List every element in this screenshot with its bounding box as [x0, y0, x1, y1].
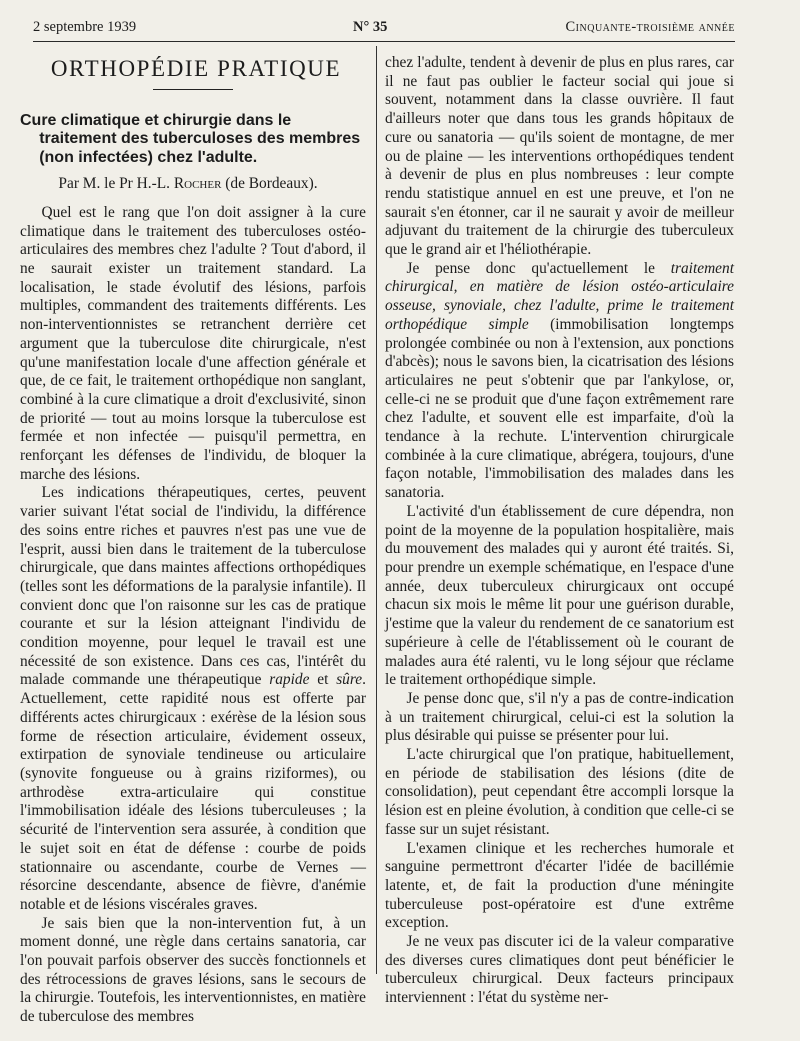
- author-place: (de Bordeaux).: [225, 175, 318, 193]
- paragraph: [20, 484, 366, 914]
- right-column: [385, 54, 734, 1008]
- paragraph: [385, 260, 734, 503]
- emphasis: sûre: [336, 671, 363, 689]
- text-run: Je pense donc qu'actuellement le: [406, 259, 656, 277]
- emphasis: traitement chirurgical, en matière de lésion ostéo-articulaire osseuse, synoviale, chez l'adulte, prime le traitement orthopédique simple: [385, 259, 734, 333]
- header-date: 2 septembre 1939: [33, 19, 137, 35]
- emphasis: rapide: [269, 671, 310, 689]
- text-run: . Actuellement, cette rapidité nous est offerte par différents actes chirurgicaux : exérèse de la lésion sous forme de résection articulaire, évidement osseux, extirpation de synoviale tendineuse ou articulaire (synovite fongueuse ou à grains riziformes), ou arthrodèse extra-articulaire qui constitue l'immobilisation idéale des lésions tuberculeuses ; la sécurité de l'intervention sera assurée, à condition que le sujet soit en état de défense : courbe de poids stationnaire ou ascendante, courbe de Vernes — résorcine descendante, absence de fièvre, d'anémie notable et de lésions viscérales graves.: [20, 671, 366, 913]
- paragraph: Je pense donc que, s'il n'y a pas de contre-indication à un traitement chirurgical, celui-ci est la solution la plus désirable qui puisse se présenter pour lui.: [385, 689, 734, 745]
- text-run: (immobilisation longtemps prolongée combinée ou non à l'extension, aux ponctions d'abcès); nous le savons bien, la cicatrisation des lésions articulaires ne peut s'obtenir que par l'ankylose, or, celle-ci ne se produit que d'une façon extrêmement rare chez l'adulte, et souvent elle est imparfaite, d'où la tendance à la rechute. L'intervention chirurgicale combinée à la cure climatique, abrégera, toujours, d'une façon notable, l'immobilisation des malades dans les sanatoria.: [385, 315, 734, 502]
- paragraph-continued: chez l'adulte, tendent à devenir de plus en plus rares, car il ne faut pas oublier le facteur social qui joue si souvent, notamment dans la classe ouvrière. Il faut d'ailleurs noter que dans tous les grands hôpitaux de cure ou sanatoria — qu'ils soient de montagne, de mer ou de plaine — les interventions orthopédiques tendent à devenir de plus en plus nombreuses : leur compte rendu statistique annuel en est une preuve, et l'on ne saurait s'en étonner, car il ne saurait y avoir de meilleur adjuvant du traitement de la chirurgie des tuberculeux que le grand air et l'héliothérapie.: [385, 54, 734, 259]
- paragraph: L'acte chirurgical que l'on pratique, habituellement, en période de stabilisation des lésions (dite de consolidation), peut cependant être accompli lorsque la lésion est en pleine évolution, à condition que celle-ci se fasse sur un sujet résistant.: [385, 746, 734, 838]
- header-issue-number: N° 35: [353, 19, 388, 35]
- paragraph: Je sais bien que la non-intervention fut, à un moment donné, une règle dans certains sanatoria, car l'on pouvait parfois observer des succès fonctionnels et des rétrocessions de graves lésions, sans le secours de la chirurgie. Toutefois, les interventionnistes, en matière de tuberculose des membres: [20, 914, 366, 1026]
- page-header: [33, 17, 735, 42]
- article-author: [20, 175, 366, 194]
- paragraph: L'activité d'un établissement de cure dépendra, non point de la moyenne de la population hospitalière, mais du mouvement des malades qui y auront été traités. Si, pour prendre un exemple schématique, en l'espace d'une année, deux tuberculeux chirurgicaux ont occupé chacun six mois le même lit pour une guérison durable, j'estime que la valeur du rendement de ce sanatorium est supérieure à celle de l'établissement où le courant de malades aura été ralenti, vu le long séjour que réclame le traitement orthopédique simple.: [385, 502, 734, 689]
- paragraph: L'examen clinique et les recherches humorale et sanguine permettront d'écarter l'idée de bacillémie latente, et, de fait la production d'une méningite tuberculeuse post-opératoire est d'une extrême exception.: [385, 839, 734, 932]
- paragraph: Je ne veux pas discuter ici de la valeur comparative des diverses cures climatiques dont peut bénéficier le tuberculeux chirurgical. Deux facteurs principaux interviennent : l'état du système ner-: [385, 933, 734, 1007]
- section-rule: [153, 89, 233, 90]
- header-year: Cinquante-troisième année: [565, 19, 735, 35]
- section-heading: ORTHOPÉDIE PRATIQUE: [50, 56, 342, 81]
- paragraph: Quel est le rang que l'on doit assigner à la cure climatique dans le traitement des tuberculoses ostéo-articulaires des membres chez l'adulte ? Tout d'abord, il ne saurait exister un traitement standard. La localisation, le stade évolutif des lésions, parfois multiples, commandent des traitements différents. Les non-interventionnistes se retranchent derrière cet argument que la tuberculose dite chirurgicale, n'est qu'une manifestation locale d'une affection générale et que, de ce fait, le traitement orthopédique non sanglant, combiné à la cure climatique a droit d'exclusivité, sinon de priorité — tout au moins lorsque la tuberculose est fermée et non infectée — puisqu'il permettra, en renforçant les défenses de l'individu, de bloquer la marche des lésions.: [20, 203, 366, 483]
- left-column: [20, 58, 366, 1027]
- text-run: Les indications thérapeutiques, certes, peuvent varier suivant l'état social de l'individu, la différence des soins entre riches et pauvres n'est pas une vue de l'esprit, aussi bien dans le traitement de la tuberculose chirurgicale, que dans maintes affections orthopédiques (telles sont les déformations de la paralysie infantile). Il convient donc que l'on raisonne sur les cas de pratique courante et sur la lésion atteignant l'individu de condition moyenne, pour lequel le travail est une nécessité de son existence. Dans ces cas, l'intérêt du malade commande une thérapeutique: [20, 484, 366, 689]
- text-run: et: [317, 671, 329, 689]
- article-title: Cure climatique et chirurgie dans le traitement des tuberculoses des membres (non infectées) chez l'adulte.: [20, 111, 361, 166]
- author-prefix: Par M. le Pr H.-L.: [58, 175, 170, 193]
- column-divider: [376, 46, 377, 974]
- author-name: Rocher: [173, 175, 222, 193]
